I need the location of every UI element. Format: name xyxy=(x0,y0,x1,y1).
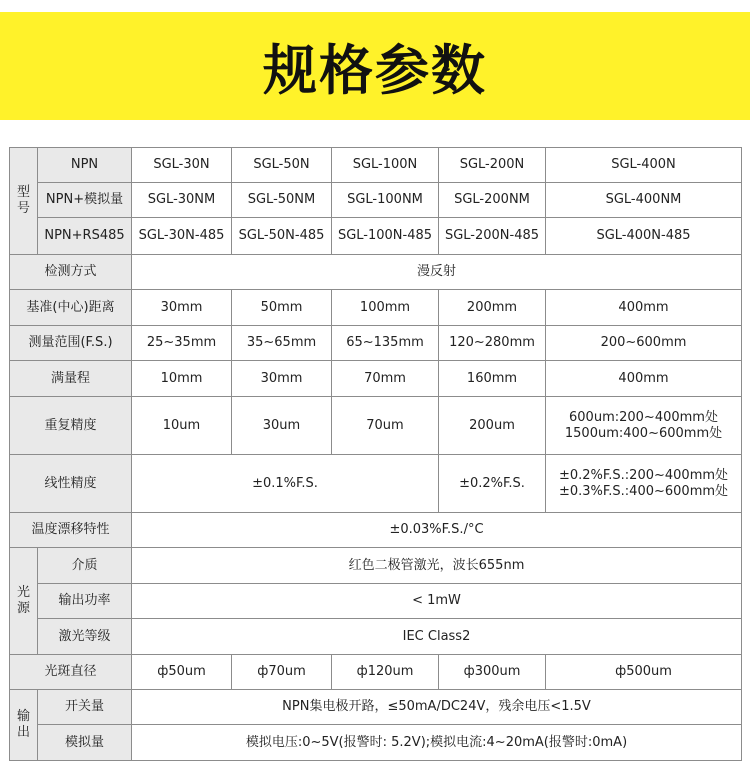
row-label: 检测方式 xyxy=(10,255,132,290)
row-label: 满量程 xyxy=(10,361,132,397)
table-cell: < 1mW xyxy=(132,584,742,619)
table-row xyxy=(10,290,742,326)
table-row xyxy=(10,513,742,548)
table-cell: IEC Class2 xyxy=(132,619,742,655)
table-row xyxy=(10,361,742,397)
table-row xyxy=(10,584,742,619)
row-label: 模拟量 xyxy=(38,725,132,761)
table-cell: SGL-50NM xyxy=(232,183,332,218)
table-cell: 10mm xyxy=(132,361,232,397)
row-label: NPN xyxy=(38,148,132,183)
table-cell: SGL-200NM xyxy=(439,183,546,218)
row-label: 测量范围(F.S.) xyxy=(10,326,132,361)
table-cell: 200mm xyxy=(439,290,546,326)
table-cell xyxy=(546,397,742,455)
table-cell: 200um xyxy=(439,397,546,455)
row-label: 温度漂移特性 xyxy=(10,513,132,548)
table-cell: 400mm xyxy=(546,290,742,326)
table-cell: SGL-100N-485 xyxy=(332,218,439,255)
table-cell: ±0.03%F.S./°C xyxy=(132,513,742,548)
table-cell: SGL-400N xyxy=(546,148,742,183)
cell-line: ±0.2%F.S.:200~400mm处 xyxy=(558,467,729,483)
table-cell: 10um xyxy=(132,397,232,455)
row-label: 重复精度 xyxy=(10,397,132,455)
page-title: 规格参数 xyxy=(263,38,487,102)
table-cell: SGL-30N xyxy=(132,148,232,183)
table-cell: SGL-400N-485 xyxy=(546,218,742,255)
output-group-label: 输 出 xyxy=(10,690,38,761)
table-row xyxy=(10,397,742,455)
table-row xyxy=(10,655,742,690)
table-cell: SGL-30NM xyxy=(132,183,232,218)
table-cell: ф500um xyxy=(546,655,742,690)
row-label: 开关量 xyxy=(38,690,132,725)
table-cell: 70um xyxy=(332,397,439,455)
table-cell: SGL-400NM xyxy=(546,183,742,218)
table-cell: ±0.1%F.S. xyxy=(132,455,439,513)
spec-table xyxy=(9,147,742,761)
cell-line: ±0.3%F.S.:400~600mm处 xyxy=(558,483,729,499)
model-group-label: 型 号 xyxy=(10,148,38,255)
table-cell: 30mm xyxy=(232,361,332,397)
table-row xyxy=(10,548,742,584)
table-cell: 35~65mm xyxy=(232,326,332,361)
table-cell: 30um xyxy=(232,397,332,455)
row-label: 输出功率 xyxy=(38,584,132,619)
table-cell: 30mm xyxy=(132,290,232,326)
table-cell: 65~135mm xyxy=(332,326,439,361)
row-label: NPN+模拟量 xyxy=(38,183,132,218)
table-cell: SGL-200N-485 xyxy=(439,218,546,255)
table-cell: ф300um xyxy=(439,655,546,690)
light-group-label: 光 源 xyxy=(10,548,38,655)
table-cell: SGL-100N xyxy=(332,148,439,183)
table-cell: 漫反射 xyxy=(132,255,742,290)
table-row xyxy=(10,619,742,655)
row-label: 基准(中心)距离 xyxy=(10,290,132,326)
table-cell: ф70um xyxy=(232,655,332,690)
table-row xyxy=(10,148,742,183)
table-cell: SGL-50N-485 xyxy=(232,218,332,255)
table-cell xyxy=(546,455,742,513)
table-row xyxy=(10,455,742,513)
table-cell: SGL-200N xyxy=(439,148,546,183)
title-banner xyxy=(0,12,750,120)
row-label: NPN+RS485 xyxy=(38,218,132,255)
table-cell: 100mm xyxy=(332,290,439,326)
table-cell: ±0.2%F.S. xyxy=(439,455,546,513)
row-label: 光斑直径 xyxy=(10,655,132,690)
cell-line: 600um:200~400mm处 xyxy=(569,409,718,425)
table-cell: 模拟电压:0~5V(报警时: 5.2V);模拟电流:4~20mA(报警时:0mA) xyxy=(132,725,742,761)
table-cell: NPN集电极开路，≤50mA/DC24V，残余电压<1.5V xyxy=(132,690,742,725)
cell-line: 1500um:400~600mm处 xyxy=(564,425,723,441)
table-cell: 160mm xyxy=(439,361,546,397)
table-row xyxy=(10,255,742,290)
table-row xyxy=(10,690,742,725)
table-cell: SGL-50N xyxy=(232,148,332,183)
table-cell: SGL-100NM xyxy=(332,183,439,218)
table-cell: 200~600mm xyxy=(546,326,742,361)
table-cell: SGL-30N-485 xyxy=(132,218,232,255)
table-row xyxy=(10,326,742,361)
table-cell: 70mm xyxy=(332,361,439,397)
table-cell: 400mm xyxy=(546,361,742,397)
row-label: 激光等级 xyxy=(38,619,132,655)
table-row xyxy=(10,218,742,255)
table-cell: ф50um xyxy=(132,655,232,690)
table-row xyxy=(10,725,742,761)
table-cell: 红色二极管激光，波长655nm xyxy=(132,548,742,584)
table-cell: 120~280mm xyxy=(439,326,546,361)
table-cell: 25~35mm xyxy=(132,326,232,361)
row-label: 介质 xyxy=(38,548,132,584)
row-label: 线性精度 xyxy=(10,455,132,513)
table-cell: 50mm xyxy=(232,290,332,326)
table-cell: ф120um xyxy=(332,655,439,690)
table-row xyxy=(10,183,742,218)
